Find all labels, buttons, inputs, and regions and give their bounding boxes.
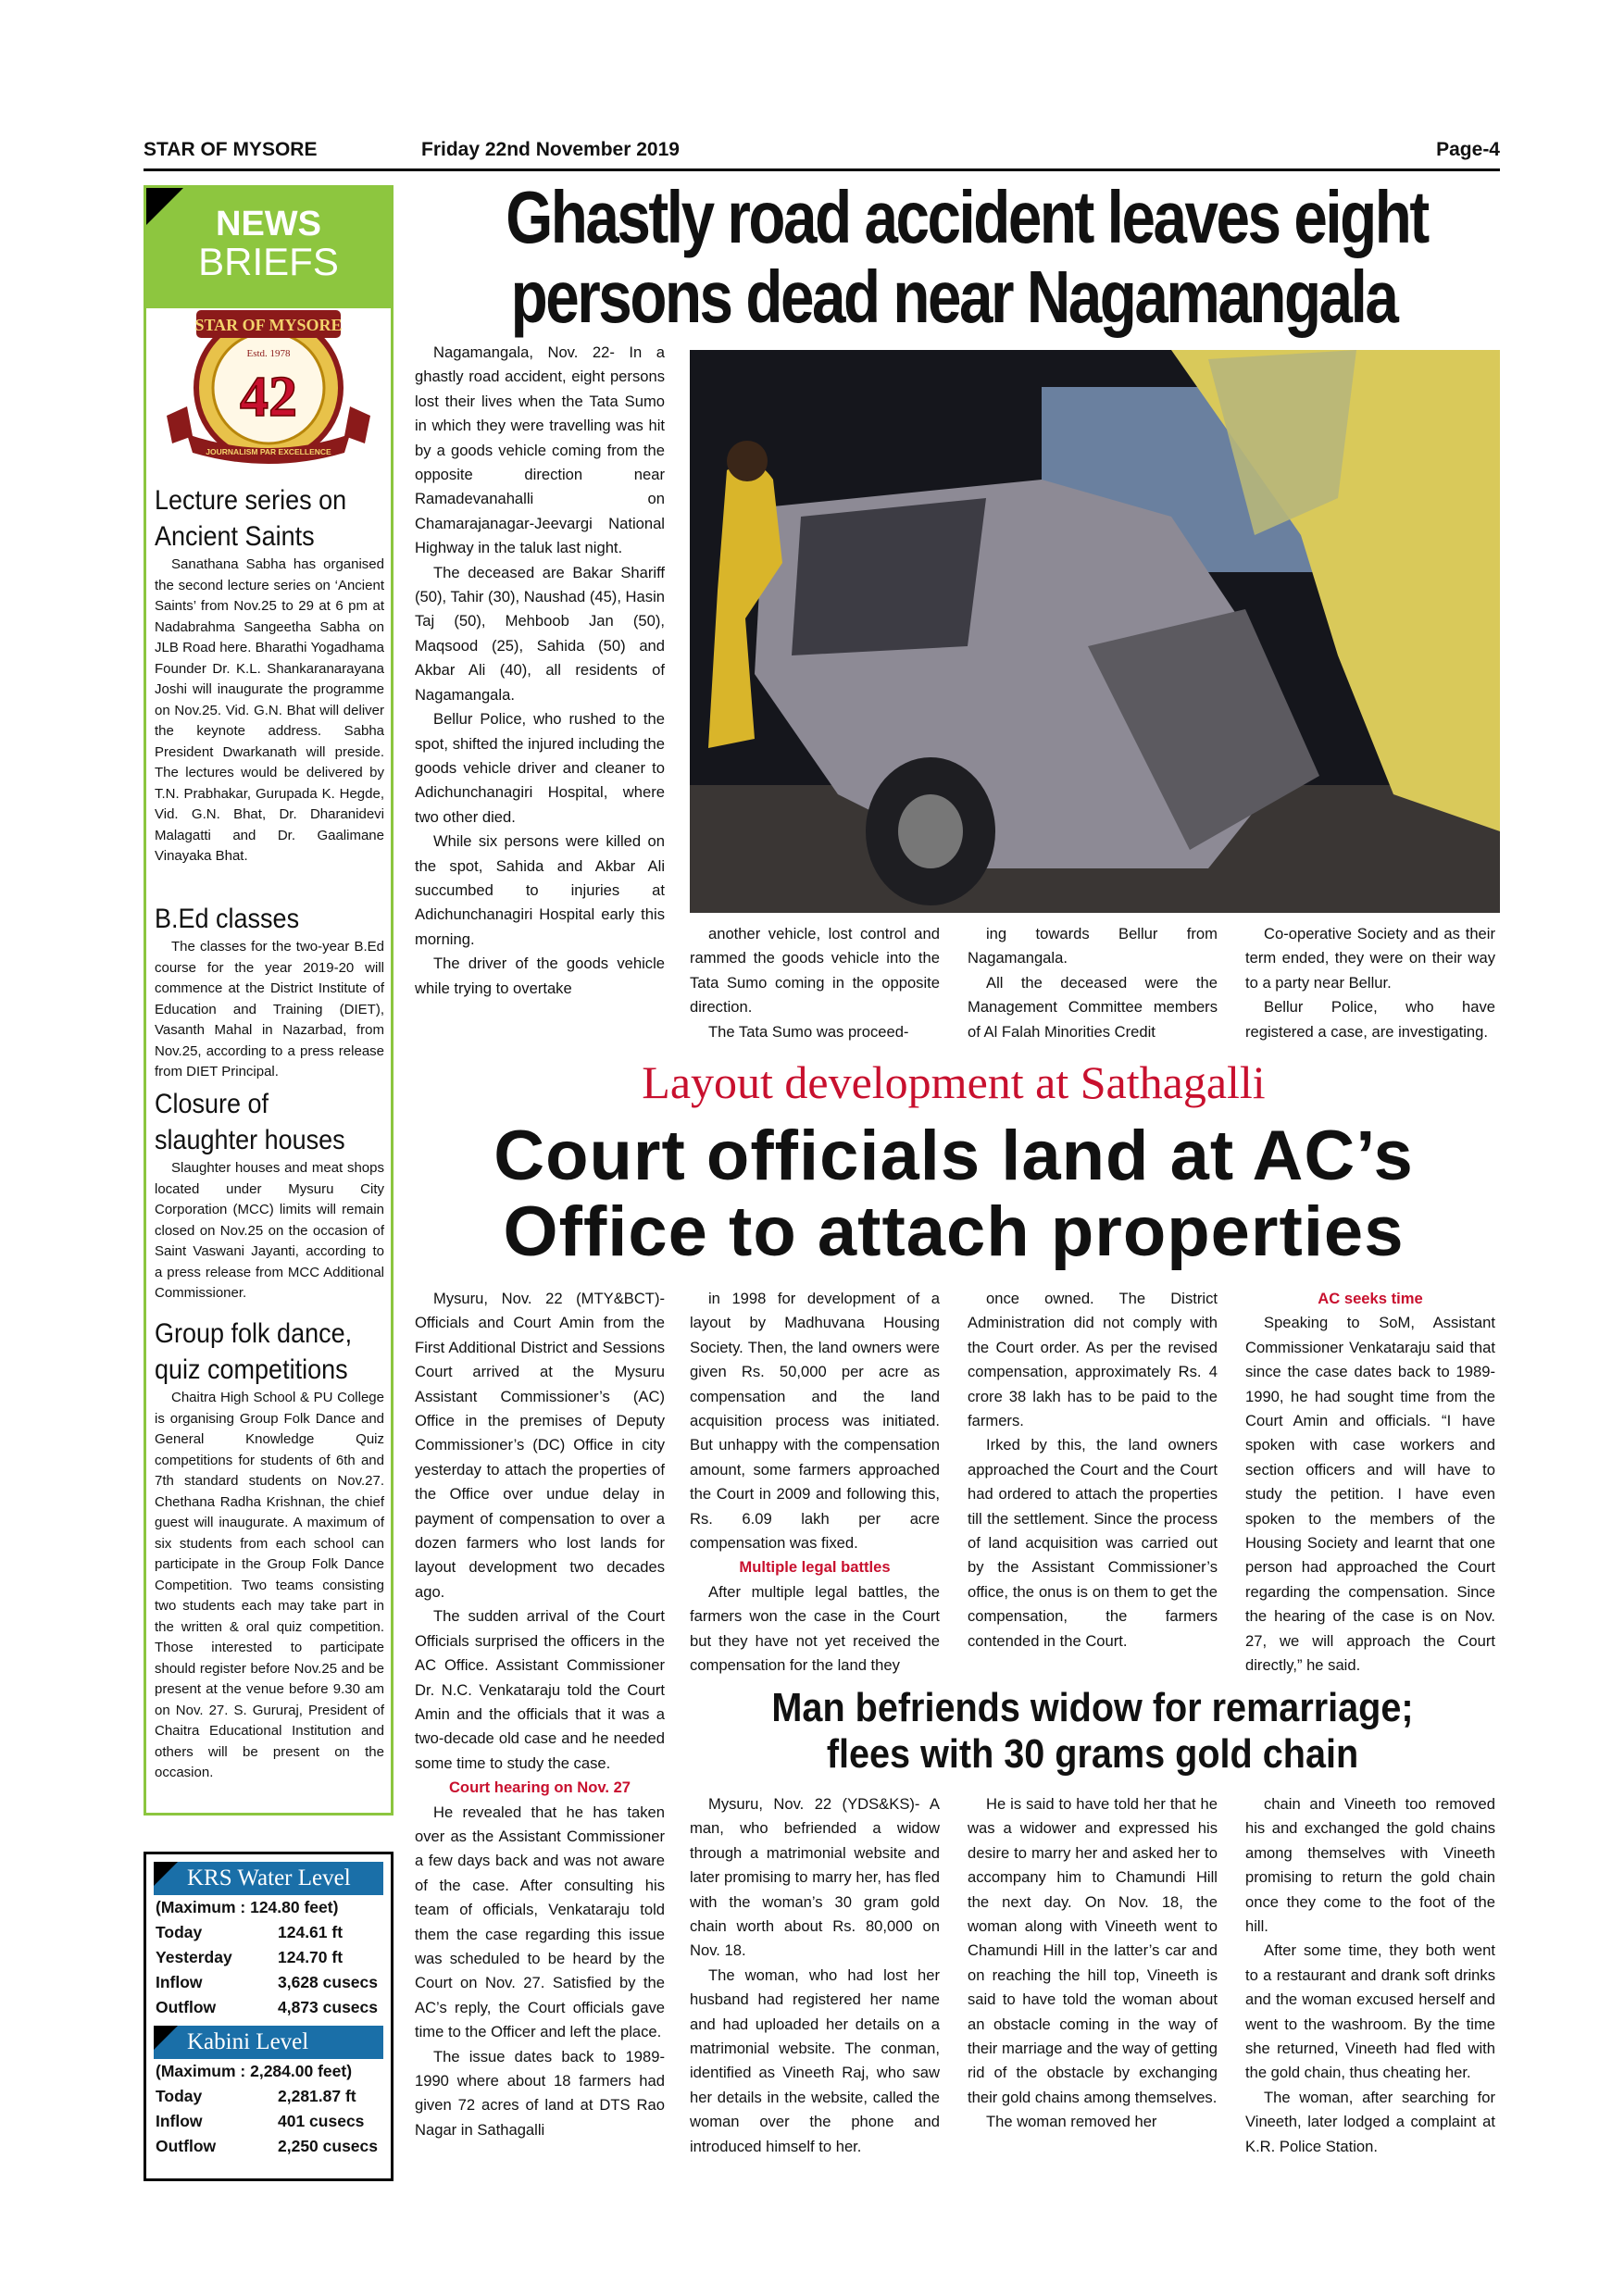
subhead: AC seeks time xyxy=(1318,1290,1423,1307)
kabini-row: Outflow 2,250 cusecs xyxy=(156,2137,379,2155)
story2-kicker: Layout development at Sathagalli xyxy=(642,1056,1266,1108)
brief-text: Chaitra High School & PU College is organising Group Folk Dance and General Knowledge Quiz competitions for students of 6th and 7th standard students on Nov.27. Chethana Radha Krishnan, the chief guest will inaugurate. A maximum of six students from each school can participate in the Group Folk Dance Competition. Two teams consisting two students each may take part in the written & oral quiz competition. Those interested to participate should register before Nov.25 and be present at the venue before 9.30 am on Nov. 27. S. Gururaj, President of Chaitra Educational Institution and others will be present on the occasion. xyxy=(155,1390,384,1780)
corner-triangle-icon xyxy=(154,1862,178,1886)
brief-title: quiz competitions xyxy=(155,1354,348,1385)
krs-row: Yesterday 124.70 ft xyxy=(156,1948,344,1966)
brief-text: Sanathana Sabha has organised the second lecture series on ‘Ancient Saints’ from Nov.25 to 29 at 6 pm at Nadabrahma Sangeetha Sabha on JLB Road here. Bharathi Yogadhama Founder Dr. K.L. Shankaranarayana Joshi will inaugurate the programme on Nov.25. Vid. G.N. Bhat will deliver the keynote address. Sabha President Dwarkanath will preside. The lectures would be delivered by T.N. Prabhakar, Gurupada K. Hegde, Vid. G.N. Bhat, Dr. Dharanidevi Malagatti and Dr. Gaalimane Vinayaka Bhat. xyxy=(155,556,384,864)
water-level-box xyxy=(144,1852,394,2181)
logo-number: 42 xyxy=(240,366,297,429)
subhead: Court hearing on Nov. 27 xyxy=(448,1778,631,1797)
story1-headline: Ghastly road accident leaves eight persons dead near Nagamangala xyxy=(506,176,1428,338)
kabini-title: Kabini Level xyxy=(154,2026,383,2059)
story1-col2: another vehicle, lost control and rammed the goods vehicle into the Tata Sumo coming in the opposite direction. The Tata Sumo was proceed- xyxy=(690,925,940,1041)
page-number: Page-4 xyxy=(1436,139,1500,160)
story1-col1: Nagamangala, Nov. 22- In a ghastly road accident, eight persons lost their lives when the Tata Sumo in which they were travelling was hit by a goods vehicle coming from the opposite direction near Ramadevanahalli on Chamarajanagar-Jeevargi National Highway in the taluk last night. The deceased are Bakar Shariff (50), Tahir (30), Naushad (45), Hasin Taj (50), Mehboob Jan (50), Maqsood (25), Sahida (50) and Akbar Ali (40), all residents of Nagamangala. Bellur Police, who rushed to the spot, shifted the injured including the goods vehicle driver and cleaner to Adichunchanagiri Hospital, where two other died. While six persons were killed on the spot, Sahida and Akbar Ali succumbed to injuries at Adichunchanagiri Hospital early this morning. The driver of the goods vehicle while trying to overtake xyxy=(415,343,665,997)
story3-col2: He is said to have told her that he was a widower and expressed his desire to marry her and asked her to accompany him to Chamundi Hill the next day. On Nov. 18, the woman along with Vineeth went to Chamundi Hill in the latter’s car and on reaching the hill top, Vineeth is said to have told the woman about an obstacle coming in the way of their marriage and the way of getting rid of the obstacle by exchanging their gold chains among themselves. The woman removed her xyxy=(968,1795,1218,2131)
krs-row: Inflow 3,628 cusecs xyxy=(156,1973,379,1991)
kabini-row: Inflow 401 cusecs xyxy=(156,2112,365,2130)
story3-headline: Man befriends widow for remarriage; flees with 30 grams gold chain xyxy=(771,1685,1414,1777)
news-label: NEWS xyxy=(216,205,321,243)
krs-row: Today 124.61 ft xyxy=(156,1923,344,1941)
story2-col1: Mysuru, Nov. 22 (MTY&BCT)- Officials and Court Amin from the First Additional District and Sessions Court arrived at the Mysuru Assistant Commissioner’s (AC) Office in the premises of Deputy Commissioner’s (DC) Office in city yesterday to attach the properties of the Office over undue delay in payment of compensation to over a dozen farmers who lost lands for layout development two decades ago. The sudden arrival of the Court Officials surprised the officers in the AC Office. Assistant Commissioner Dr. N.C. Venkataraju told the Court Amin and the officials that it was a two-decade old case and he needed some time to study the case. Court hearing on Nov. 27 He revealed that he has taken over as the Assistant Commissioner a few days back and was not aware of the case. After consulting his team of officials, Venkataraju told them the case regarding this issue was scheduled to be heard by the Court on Nov. 27. Satisfied by the AC’s reply, the Court officials gave time to the Officer and left the place. The issue dates back to 1989-1990 where about 18 farmers had given 72 acres of land at DTS Rao Nagar in Sathagalli xyxy=(415,1290,665,2139)
briefs-label: BRIEFS xyxy=(198,240,339,283)
brief-lecture-series xyxy=(155,482,384,867)
story2-col2: in 1998 for development of a layout by Madhuvana Housing Society. Then, the land owners were given Rs. 50,000 per acre as compensation and the land acquisition process was initiated. But unhappy with the compensation amount, some farmers approached the Court in 2009 and following this, Rs. 6.09 lakh per acre compensation was fixed. Multiple legal battles After multiple legal battles, the farmers won the case in the Court but they have not yet received the compensation for the land they xyxy=(690,1290,940,1675)
story3-col1: Mysuru, Nov. 22 (YDS&KS)- A man, who befriended a widow through a matrimonial website and later promising to marry her, has fled with the woman’s 30 gram gold chain worth about Rs. 80,000 on Nov. 18. The woman, who had lost her husband had registered her name and had uploaded her details on a matrimonial website. The conman, identified as Vineeth Raj, who saw her details in the website, called the woman over the phone and introduced himself to her. xyxy=(690,1795,940,2155)
kabini-max: (Maximum : 2,284.00 feet) xyxy=(156,2062,353,2080)
brief-slaughter-houses xyxy=(155,1086,384,1304)
accident-photo xyxy=(690,350,1500,913)
story2-col4: AC seeks time Speaking to SoM, Assistant Commissioner Venkataraju said that since the case dates back to 1989-1990, he had sought time from the Court Amin and officials. “I have spoken with case workers and section officers and will have to study the petition. I have even spoken to the members of the Housing Society and learnt that one person had approached the Court regarding the compensation. Since the hearing of the case is on Nov. 27, we will approach the Court directly,” he said. xyxy=(1245,1287,1495,1678)
brief-title: Lecture series on xyxy=(155,485,347,516)
brief-title: Closure of xyxy=(155,1089,269,1119)
masthead xyxy=(144,137,1500,171)
brief-text: Slaughter houses and meat shops located under Mysuru City Corporation (MCC) limits will remain closed on Nov.25 on the occasion of Saint Vaswani Jayanti, according to a press release from MCC Additional Commissioner. xyxy=(155,1160,384,1301)
story2-col3: once owned. The District Administration did not comply with the Court order. As per the revised compensation, approximately Rs. 4 crore 38 lakh has to be paid to the farmers. Irked by this, the land owners approached the Court and the Court had ordered to attach the properties till the settlement. Since the process of land acquisition was carried out by the Assistant Commissioner’s office, the onus is on them to get the compensation, the farmers contended in the Court. xyxy=(968,1290,1218,1650)
issue-date: Friday 22nd November 2019 xyxy=(421,139,680,160)
krs-max: (Maximum : 124.80 feet) xyxy=(156,1898,339,1916)
brief-text: The classes for the two-year B.Ed course for the year 2019-20 will commence at the District Institute of Education and Training (DIET), Vasanth Mahal in Nazarbad, from Nov.25, according to a press release from DIET Principal. xyxy=(155,939,384,1079)
story2-headline: Court officials land at AC’s Office to attach properties xyxy=(493,1117,1414,1271)
kabini-row: Today 2,281.87 ft xyxy=(156,2087,356,2105)
brief-title: B.Ed classes xyxy=(155,904,300,934)
story1-col3: ing towards Bellur from Nagamangala. All the deceased were the Management Committee members of Al Falah Minorities Credit xyxy=(968,925,1218,1041)
story1-col4: Co-operative Society and as their term ended, they were on their way to a party near Bellur. Bellur Police, who have registered a case, are investigating. xyxy=(1245,925,1495,1041)
brief-folk-dance xyxy=(155,1316,384,1784)
brief-title: slaughter houses xyxy=(155,1125,345,1155)
anniversary-logo xyxy=(159,297,378,473)
paper-name: STAR OF MYSORE xyxy=(144,139,318,160)
logo-bottom-text: JOURNALISM PAR EXCELLENCE xyxy=(206,447,331,456)
corner-triangle-icon xyxy=(154,2026,178,2050)
logo-estd-text: Estd. 1978 xyxy=(246,348,291,359)
subhead: Multiple legal battles xyxy=(739,1558,891,1577)
krs-row: Outflow 4,873 cusecs xyxy=(156,1998,379,2016)
news-briefs-sidebar xyxy=(144,185,394,1816)
krs-title: KRS Water Level xyxy=(154,1862,383,1895)
story3-col3: chain and Vineeth too removed his and exchanged the gold chains among themselves with Vineeth promising to return the gold chain once they come to the foot of the hill. After some time, they both went to a restaurant and drank soft drinks and the woman excused herself and went to the washroom. By the time she returned, Vineeth had fled with the gold chain, thus cheating her. The woman, after searching for Vineeth, later lodged a complaint at K.R. Police Station. xyxy=(1245,1795,1495,2155)
logo-top-text: STAR OF MYSORE xyxy=(194,316,343,334)
brief-bed-classes xyxy=(155,901,384,1083)
brief-title: Ancient Saints xyxy=(155,521,315,552)
brief-title: Group folk dance, xyxy=(155,1318,353,1349)
